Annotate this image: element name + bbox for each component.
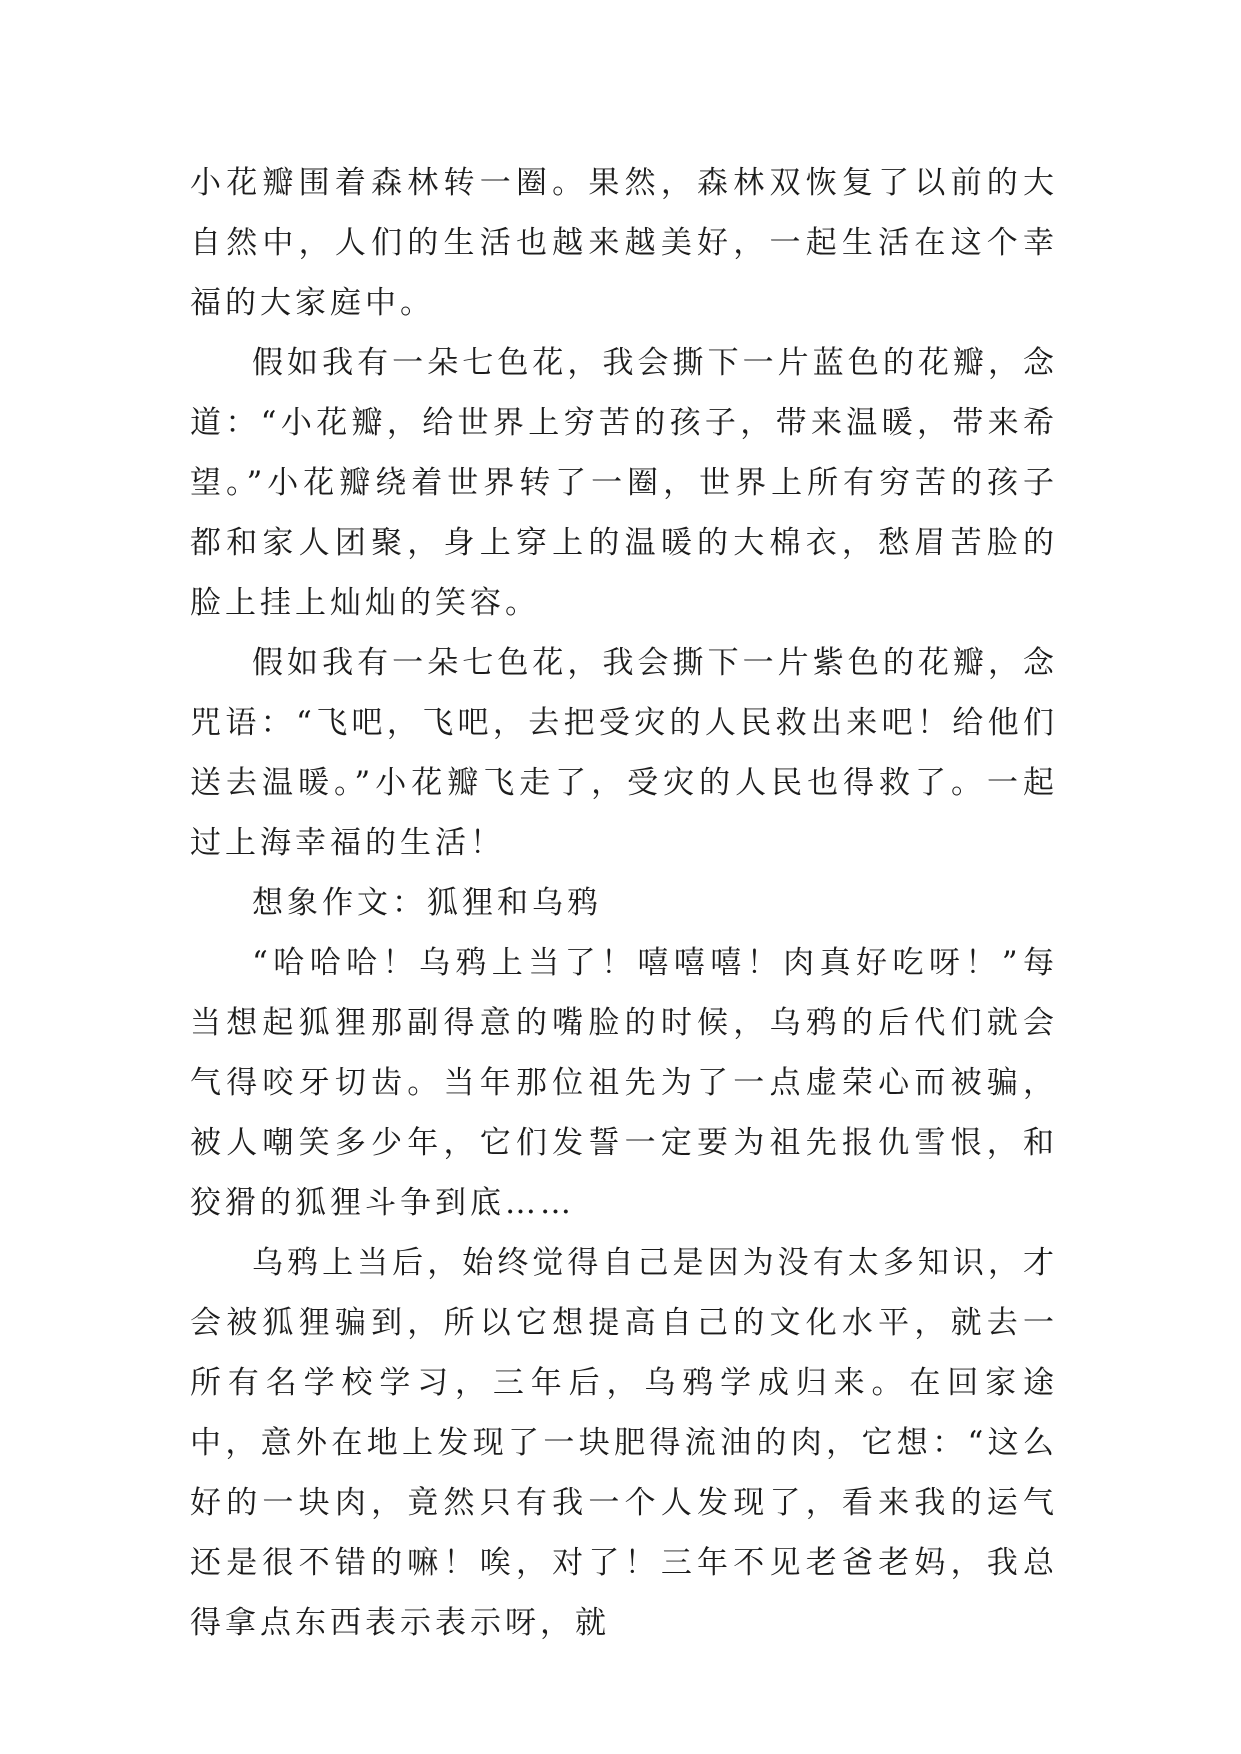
paragraph-5: “哈哈哈！乌鸦上当了！嘻嘻嘻！肉真好吃呀！”每当想起狐狸那副得意的嘴脸的时候，乌鸦的后代们就会气得咬牙切齿。当年那位祖先为了一点虚荣心而被骗，被人嘲笑多少年，它们发誓一定要为祖先报仇雪恨，和狡猾的狐狸斗争到底…… [190, 945, 1058, 1221]
paragraph-6: 乌鸦上当后，始终觉得自己是因为没有太多知识，才会被狐狸骗到，所以它想提高自己的文化水平，就去一所有名学校学习，三年后，乌鸦学成归来。在回家途中，意外在地上发现了一块肥得流油的肉，它想：“这么好的一块肉，竟然只有我一个人发现了，看来我的运气还是很不错的嘛！唉，对了！三年不见老爸老妈，我总得拿点东西表示表示呀，就 [190, 1245, 1058, 1641]
paragraph-1: 小花瓣围着森林转一圈。果然，森林双恢复了以前的大自然中，人们的生活也越来越美好，一起生活在这个幸福的大家庭中。 [190, 165, 1058, 321]
paragraph-2: 假如我有一朵七色花，我会撕下一片蓝色的花瓣，念道：“小花瓣，给世界上穷苦的孩子，带来温暖，带来希望。”小花瓣绕着世界转了一圈，世界上所有穷苦的孩子都和家人团聚，身上穿上的温暖的大棉衣，愁眉苦脸的脸上挂上灿灿的笑容。 [190, 345, 1058, 621]
essay-title: 想象作文：狐狸和乌鸦 [252, 885, 602, 921]
document-body [190, 153, 1058, 1653]
paragraph-3: 假如我有一朵七色花，我会撕下一片紫色的花瓣，念咒语：“飞吧，飞吧，去把受灾的人民救出来吧！给他们送去温暖。”小花瓣飞走了，受灾的人民也得救了。一起过上海幸福的生活！ [190, 645, 1058, 861]
